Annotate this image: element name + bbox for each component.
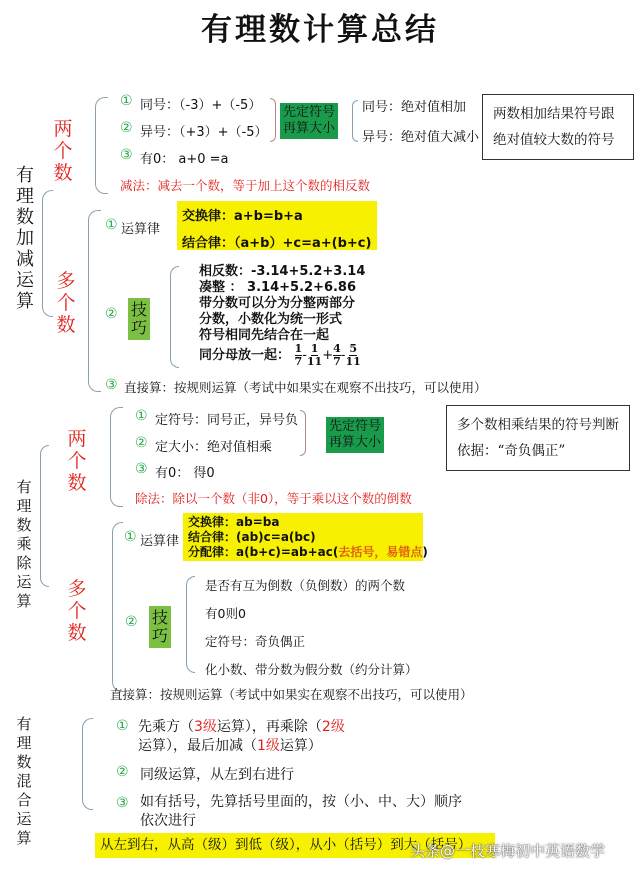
- bracket: [300, 410, 306, 456]
- bracket: [186, 576, 195, 673]
- tip-item: 是否有互为倒数（负倒数）的两个数: [205, 578, 406, 593]
- watermark: 头条@一枝寒梅初中英语数学: [410, 842, 606, 860]
- subtraction-rule: 减法：减去一个数，等于加上这个数的相反数: [120, 178, 371, 193]
- many-numbers-label: 多个数: [56, 270, 76, 336]
- circled-number: ①: [135, 408, 148, 424]
- sign-first-box: 先定符号再算大小: [326, 417, 384, 453]
- bracket: [112, 522, 123, 692]
- distributive-law: 分配律：a(b+c)=ab+ac(去括号，易错点): [188, 545, 428, 559]
- circled-number: ①: [120, 93, 133, 109]
- zero-rule: 有0： 得0: [155, 466, 215, 481]
- fraction: $\frac{1}{11}$: [306, 342, 323, 368]
- laws-box: [177, 201, 377, 250]
- bracket: [352, 100, 358, 142]
- bracket: [40, 445, 49, 587]
- same-sign-rule: 同号：绝对值相加: [362, 100, 467, 115]
- fraction: $\frac{1}{7}$: [294, 342, 303, 368]
- sign-rule: 定符号：同号正，异号负: [155, 413, 299, 428]
- tips-list: [199, 264, 365, 344]
- tips-label: 技巧: [128, 298, 150, 340]
- tips-label: 技巧: [149, 606, 171, 648]
- tip-item: 符号相同先结合在一起: [199, 328, 330, 343]
- circled-number: ②: [120, 120, 133, 136]
- two-numbers-label: 两个数: [67, 428, 87, 494]
- two-numbers-label: 两个数: [53, 118, 73, 184]
- same-denominator-tip: 同分母放一起： $\frac{1}{7}$ - $\frac{1}{11}$ + $\frac{4}{7}$ - $\frac{5}{11}$: [199, 342, 361, 368]
- commutative-law: 交换律：a+b=b+a: [182, 209, 303, 224]
- laws-label: 运算律: [121, 222, 161, 237]
- circled-number: ③: [120, 147, 133, 163]
- fraction: $\frac{5}{11}$: [345, 342, 361, 368]
- fraction: $\frac{4}{7}$: [333, 342, 341, 368]
- tip-item: 有0则0: [205, 606, 246, 621]
- section-mixed-label: 有理数混合运算: [16, 715, 32, 847]
- tip-item: 凑整 ： 3.14+5.2+6.86: [199, 280, 357, 295]
- circled-number: ②: [105, 306, 118, 322]
- direct-calc-rule: 直接算：按规则运算（考试中如果实在观察不出技巧，可以使用）: [110, 687, 473, 702]
- multiplication-note-box: 多个数相乘结果的符号判断依据：“奇负偶正”: [446, 405, 630, 471]
- circled-number: ②: [135, 435, 148, 451]
- order-rule-1: 先乘方（3级运算），再乘除（2级 运算），最后加减（1级运算）: [138, 719, 345, 754]
- circled-number: ②: [116, 764, 129, 780]
- summary-bar: 从左到右，从高（级）到低（级），从小（括号）到大（括号）: [95, 833, 495, 858]
- circled-number: ①: [124, 529, 137, 545]
- circled-number: ③: [135, 461, 148, 477]
- associative-law: 结合律：（a+b）+c=a+(b+c): [182, 236, 372, 251]
- laws-label: 运算律: [140, 534, 180, 549]
- circled-number: ①: [105, 217, 118, 233]
- tip-item: 化小数、带分数为假分数（约分计算）: [205, 662, 418, 677]
- tip-item: 分数，小数化为统一形式: [199, 312, 343, 327]
- section-mul-div-label: 有理数乘除运算: [16, 478, 32, 610]
- addition-note-box: 两数相加结果符号跟绝对值较大数的符号: [482, 94, 634, 160]
- associative-law: 结合律：(ab)c=a(bc): [188, 530, 316, 544]
- tip-item: 带分数可以分为分整两部分: [199, 296, 356, 311]
- circled-number: ③: [116, 795, 129, 811]
- diff-sign-example: 异号：（+3）+（-5）: [140, 125, 268, 140]
- bracket: [110, 407, 123, 507]
- bracket: [170, 266, 179, 368]
- tip-item: 定符号：奇负偶正: [205, 634, 306, 649]
- order-rule-2: 同级运算，从左到右进行: [140, 767, 294, 783]
- commutative-law: 交换律：ab=ba: [188, 515, 280, 529]
- division-rule: 除法：除以一个数（非0），等于乘以这个数的倒数: [135, 491, 412, 506]
- bracket: [82, 718, 93, 810]
- circled-number: ②: [125, 614, 138, 630]
- same-sign-example: 同号：（-3）+（-5）: [140, 98, 262, 113]
- sign-first-box: 先定符号再算大小: [280, 103, 338, 139]
- zero-rule: 有0： a+0 =a: [140, 152, 229, 167]
- bracket: [42, 190, 53, 317]
- many-numbers-label: 多个数: [67, 578, 87, 644]
- bracket: [88, 210, 101, 392]
- page-title: 有理数计算总结: [201, 12, 439, 48]
- diff-sign-rule: 异号：绝对值大减小: [362, 130, 480, 145]
- tip-item: 相反数：-3.14+5.2+3.14: [199, 264, 366, 279]
- direct-calc-rule: 直接算：按规则运算（考试中如果实在观察不出技巧，可以使用）: [124, 380, 487, 395]
- magnitude-rule: 定大小：绝对值相乘: [155, 440, 273, 455]
- order-rule-3: 如有括号，先算括号里面的，按（小、中、大）顺序 依次进行: [140, 794, 462, 829]
- tip-item: 同分母放一起：: [199, 348, 291, 363]
- circled-number: ③: [105, 377, 118, 393]
- bracket: [270, 98, 276, 142]
- bracket: [95, 97, 108, 194]
- laws-box: [183, 513, 428, 561]
- section-add-sub-label: 有理数加减运算: [16, 165, 34, 312]
- circled-number: ①: [116, 718, 129, 734]
